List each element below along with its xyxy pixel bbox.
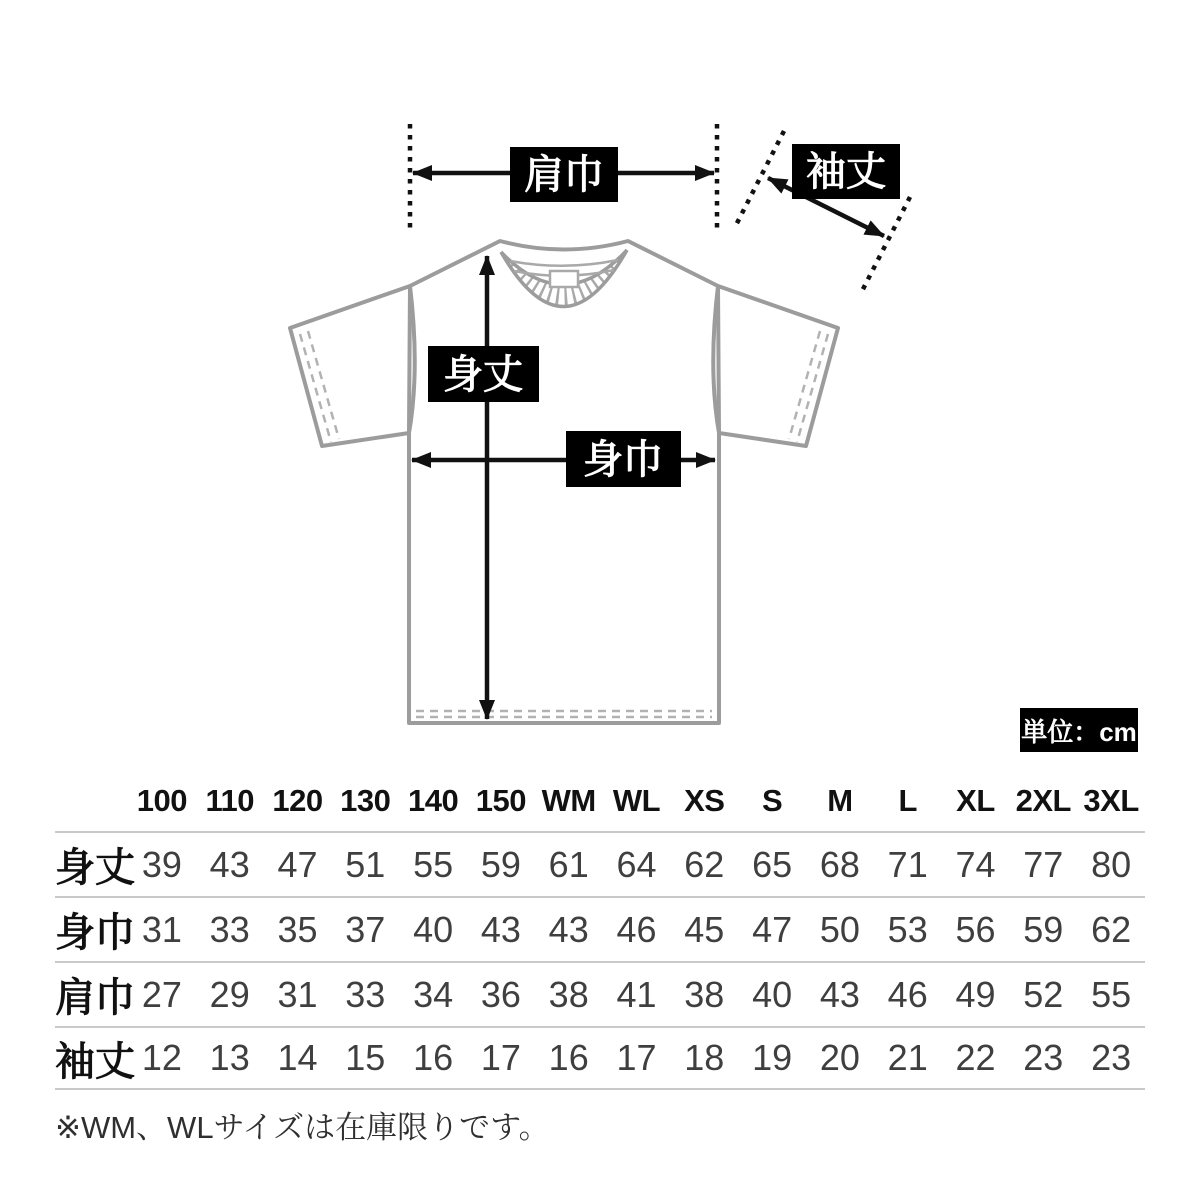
row-label: 袖丈 [55, 1039, 135, 1084]
column-header: M [827, 783, 853, 818]
cell: 13 [209, 1037, 250, 1078]
cell: 27 [141, 973, 182, 1015]
cell: 40 [752, 973, 793, 1015]
cell: 14 [277, 1037, 318, 1078]
cell: 43 [548, 908, 589, 950]
table-row-sleeve-length [55, 1028, 1145, 1090]
cell: 64 [616, 843, 657, 885]
cell: 38 [548, 973, 589, 1015]
cell: 55 [413, 843, 454, 885]
cell: 61 [548, 843, 589, 885]
cell: 80 [1091, 843, 1132, 885]
cell: 31 [277, 973, 318, 1015]
cell: 71 [887, 843, 928, 885]
body-length-label: 身丈 [443, 353, 523, 397]
cell: 45 [684, 908, 725, 950]
cell: 16 [548, 1037, 589, 1078]
cell: 41 [616, 973, 657, 1015]
cell: 49 [955, 973, 996, 1015]
cell: 22 [955, 1037, 996, 1078]
cell: 19 [752, 1037, 793, 1078]
cell: 38 [684, 973, 725, 1015]
cell: 50 [819, 908, 860, 950]
cell: 65 [752, 843, 793, 885]
size-table [55, 771, 1145, 1090]
cell: 55 [1091, 973, 1132, 1015]
column-header: 2XL [1015, 783, 1071, 818]
sleeve-guide-outer [860, 197, 910, 295]
cell: 35 [277, 908, 318, 950]
cell: 36 [480, 973, 521, 1015]
cell: 37 [345, 908, 386, 950]
column-header: 3XL [1083, 783, 1139, 818]
cell: 51 [345, 843, 386, 885]
cell: 17 [616, 1037, 657, 1078]
cell: 16 [413, 1037, 454, 1078]
cell: 34 [413, 973, 454, 1015]
cell: 39 [141, 843, 182, 885]
cell: 62 [684, 843, 725, 885]
cell: 17 [480, 1037, 521, 1078]
table-row-body-width [55, 898, 1145, 963]
cell: 43 [819, 973, 860, 1015]
cell: 21 [887, 1037, 928, 1078]
cell: 23 [1023, 1037, 1064, 1078]
tshirt-outline [290, 241, 838, 723]
sleeve-length-label: 袖丈 [806, 150, 886, 194]
column-header: XS [684, 783, 725, 818]
cell: 68 [819, 843, 860, 885]
cell: 46 [616, 908, 657, 950]
shoulder-width-label: 肩巾 [524, 153, 604, 197]
table-row-shoulder-width [55, 963, 1145, 1028]
column-header: 110 [205, 783, 254, 818]
cell: 46 [887, 973, 928, 1015]
cell: 47 [752, 908, 793, 950]
cell: 59 [1023, 908, 1064, 950]
size-table-header-row [55, 771, 1145, 833]
column-header: 100 [136, 783, 188, 818]
column-header: L [898, 783, 917, 818]
cell: 59 [480, 843, 521, 885]
column-header: 120 [272, 783, 323, 818]
cell: 40 [413, 908, 454, 950]
column-header: 150 [475, 783, 527, 818]
column-header: S [762, 783, 783, 818]
cell: 31 [141, 908, 182, 950]
cell: 47 [277, 843, 318, 885]
cell: 29 [209, 973, 250, 1015]
cell: 33 [209, 908, 250, 950]
cell: 20 [819, 1037, 860, 1078]
table-row-body-length [55, 833, 1145, 898]
cell: 15 [345, 1037, 386, 1078]
column-header: WM [541, 783, 596, 818]
column-header: WL [612, 783, 661, 818]
column-header: 130 [340, 783, 391, 818]
cell: 43 [209, 843, 250, 885]
column-header: 140 [407, 783, 459, 818]
column-header: XL [956, 783, 995, 818]
unit-badge: 単位：cm [1020, 708, 1138, 752]
stock-footnote: ※WM、WLサイズは在庫限りです。 [55, 1110, 550, 1145]
cell: 74 [955, 843, 996, 885]
cell: 33 [345, 973, 386, 1015]
cell: 18 [684, 1037, 725, 1078]
cell: 62 [1091, 908, 1132, 950]
cell: 77 [1023, 843, 1064, 885]
body-width-label: 身巾 [583, 438, 663, 482]
cell: 53 [887, 908, 928, 950]
cell: 43 [480, 908, 521, 950]
cell: 52 [1023, 973, 1064, 1015]
cell: 12 [141, 1037, 182, 1078]
cell: 23 [1091, 1037, 1132, 1078]
cell: 56 [955, 908, 996, 950]
row-label: 肩巾 [55, 976, 135, 1020]
row-label: 身丈 [55, 846, 135, 890]
row-label: 身巾 [55, 911, 135, 955]
neck-tag [550, 271, 578, 287]
